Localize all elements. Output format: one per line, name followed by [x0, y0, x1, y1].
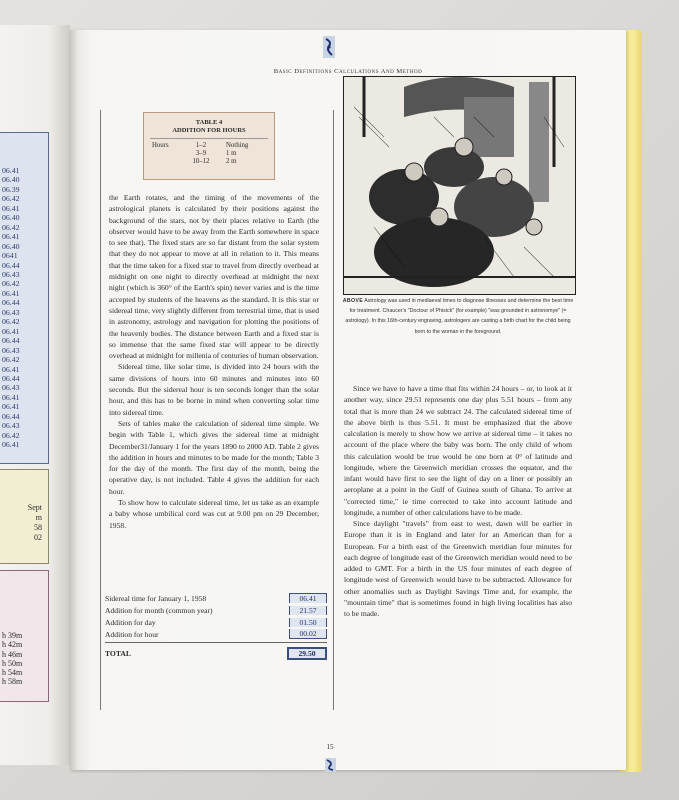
- table-cell: 1 m: [226, 149, 237, 157]
- left-page-yellow-values: [28, 503, 42, 543]
- left-page-value: h 58m: [2, 677, 23, 687]
- left-page-value: 06.39: [2, 184, 20, 194]
- calculation-value: 21.57: [289, 606, 327, 615]
- calculation-value: 06.41: [289, 593, 327, 603]
- running-header: Basic Definitions Calculations And Method: [273, 68, 423, 75]
- left-page-yellow-table: [0, 469, 49, 564]
- left-page-value: m: [35, 513, 42, 522]
- table-row: [144, 150, 274, 158]
- left-page-value: 06.41: [2, 166, 20, 175]
- left-page-value: h 54m: [2, 668, 23, 678]
- left-page-value: 06.42: [2, 279, 20, 289]
- calculation-label: Addition for hour: [105, 629, 159, 639]
- left-page-value: 06.40: [2, 213, 20, 223]
- calculation-value: 01.50: [289, 618, 327, 627]
- table-cell: Nothing: [226, 142, 249, 149]
- left-page-value: 06.41: [2, 203, 20, 213]
- left-column-text: [109, 192, 319, 531]
- left-page-value: 06.43: [2, 269, 20, 279]
- left-page: [0, 25, 70, 765]
- table-cell: Hours: [152, 142, 169, 149]
- total-label: TOTAL: [105, 648, 131, 658]
- table-cell: [144, 158, 182, 166]
- ornament-icon: [325, 758, 336, 772]
- calculation-label: Addition for day: [105, 617, 156, 627]
- calculation-label: Sidereal time for January 1, 1958: [105, 593, 207, 603]
- left-page-value: Sept: [27, 503, 42, 512]
- left-page-value: 06.43: [2, 383, 20, 393]
- paragraph: the Earth rotates, and the timing of the movements of the astrological planets is calculated by their positions against the background of the stars, not by their places relative to Earth (the observer would have to be away from the Earth somewhere in space to see that). The fixed stars are so far distant from the solar system that they do not appear to move at all in relation to it. This means that the time taken for a fixed star to travel from directly overhead at midnight on one night to directly overhead at midnight the next night (which is 360° of the Earth's spin) never varies and is the time accepted by students of the heavens as the standard. It is this star or sidereal time, very slightly different from terrestrial time, that is used in astronomy, astrology and navigation for plotting the positions of the heavenly bodies. The distance between Earth and a fixed star is so immense that the same fixed star will appear to be directly overhead at midnight for millenia of centuries of human observation.: [109, 193, 319, 361]
- total-row: [105, 647, 327, 659]
- table-4: [143, 112, 275, 180]
- left-page-value: h 42m: [2, 640, 23, 650]
- page-number: 15: [326, 743, 334, 751]
- left-page-value: 06.40: [2, 175, 20, 185]
- table-row: [144, 158, 274, 166]
- paragraph: Sidereal time, like solar time, is divided into 24 hours with the same divisions of hours into 60 minutes and minutes into 60 seconds. But the sidereal hour is ten seconds longer than the solar hour, and this has to be borne in mind when converting solar time into sidereal time.: [109, 362, 319, 417]
- left-page-pink-values: [2, 631, 22, 687]
- left-margin-rule: [100, 110, 101, 710]
- image-caption: [340, 296, 576, 337]
- left-page-value: h 39m: [2, 631, 23, 640]
- left-page-value: 06.41: [2, 402, 20, 412]
- left-page-value: 06.42: [2, 194, 20, 204]
- left-page-value: 06.41: [2, 364, 20, 374]
- left-page-value: 0641: [2, 251, 18, 261]
- left-page-value: 06.44: [2, 260, 20, 270]
- left-page-value: 06.40: [2, 241, 20, 251]
- table-row: [144, 142, 274, 150]
- left-page-values: [2, 166, 20, 450]
- sidereal-calculation-table: [105, 592, 327, 659]
- book-page: [70, 30, 626, 770]
- left-page-value: 06.44: [2, 298, 20, 308]
- ornament-icon: [323, 36, 335, 58]
- table-cell: 10–12: [192, 157, 210, 165]
- calculation-value: 00.02: [289, 629, 327, 639]
- left-page-value: 06.43: [2, 345, 20, 355]
- paragraph: Sets of tables make the calculation of sidereal time simple. We begin with Table 1, which gives the sidereal time at midnight December31/January 1 for the years 1890 to 2000 AD. Table 2 gives the addition in hours and minutes to be made for the month; Table 3 for the day of the month. The first day of the month, being the operative day, is not included. Table 4 gives the addition for each hour.: [109, 418, 319, 496]
- engraving-image: [343, 76, 576, 295]
- left-page-value: 06.42: [2, 355, 20, 365]
- left-page-value: 06.42: [2, 222, 20, 232]
- right-column-text: [344, 383, 572, 619]
- left-page-value: 06.44: [2, 373, 20, 383]
- left-page-value: 06.44: [2, 336, 20, 346]
- calculation-row: [105, 616, 327, 628]
- divider: [105, 642, 327, 643]
- table-4-title: TABLE 4 ADDITION FOR HOURS: [172, 119, 246, 134]
- left-page-value: 02: [34, 533, 42, 542]
- left-page-value: h 46m: [2, 649, 23, 659]
- paragraph: To show how to calculate sidereal time, let us take as an example a baby whose umbilical cord was cut at 9.00 pm on 29 December, 1958.: [109, 498, 319, 530]
- left-page-value: 06.43: [2, 421, 20, 431]
- left-page-pink-table: [0, 570, 49, 702]
- caption-lead: ABOVE: [342, 298, 364, 304]
- left-page-value: 06.42: [2, 430, 20, 440]
- left-page-value: 06.41: [2, 288, 20, 298]
- table-cell: 1–2: [195, 142, 207, 149]
- left-page-value: 06.41: [2, 392, 20, 402]
- column-divider: [333, 110, 334, 710]
- paragraph: Since we have to have a time that fits within 24 hours – or, to look at it another way, since 29.51 represents one day plus 5.51 hours – from any total that is more than 24 we subtract 24. The calculated sidereal time of the above birth is thus 5.51. It must be emphasized that the above calculation is merely to show how we arrive at sidereal time – it takes no account of the place where the baby was born. The only child of whom this calculation would be true would be one born at 0° of latitude and longitude, where the Greenwich meridian crosses the equator, and the infant would have first to see the light of day on a liner or possibly an aeroplane at a point in the Gulf of Guinea south of Ghana. To arrive at "corrected time," ie time corrected to take into account latitude and longitude, a number of other calculations have to be made.: [344, 384, 572, 517]
- left-page-value: 06.41: [2, 440, 20, 450]
- left-page-value: 58: [34, 523, 42, 532]
- left-page-value: 06.41: [2, 326, 20, 336]
- left-page-value: 06.41: [2, 232, 20, 242]
- left-page-blue-table: [0, 132, 49, 464]
- table-cell: 2 m: [226, 157, 237, 165]
- calculation-label: Addition for month (common year): [105, 605, 213, 615]
- total-value: 29.50: [287, 647, 327, 660]
- table-4-rows: [144, 142, 274, 165]
- calculation-row: [105, 592, 327, 604]
- table-cell: 3–9: [195, 149, 207, 157]
- calculation-row: [105, 604, 327, 616]
- paragraph: Since daylight "travels" from east to west, dawn will be earlier in Europe than it is in England and later for an American than for a European. For a birth east of the Greenwich meridian four minutes for each degree of longitude east of the Greenwich meridian would need to be added to GMT. For a birth in the US four minutes of each degree of longitude west of Greenwich would have to be subtracted. Allowance for other anomalies such as Daylight Savings Time and, for example, the "mountain time" that is sometimes found in high living localities has also to be made.: [344, 519, 572, 618]
- divider: [150, 138, 268, 139]
- left-page-value: 06.42: [2, 317, 20, 327]
- calculation-row: [105, 628, 327, 640]
- left-page-value: h 50m: [2, 658, 23, 668]
- left-page-value: 06.44: [2, 411, 20, 421]
- caption-text: Astrology was used in mediaeval times to diagnose illnesses and determine the best time for treatment. Chaucer's "Doctour of Phisick" (for example) "was grounded in astronomye" (= astrology). In this 16th-century engraving, astrologers are casting a birth chart for the child being born to the woman in the foreground.: [345, 298, 574, 335]
- table-cell: [144, 150, 182, 158]
- left-page-value: 06.43: [2, 307, 20, 317]
